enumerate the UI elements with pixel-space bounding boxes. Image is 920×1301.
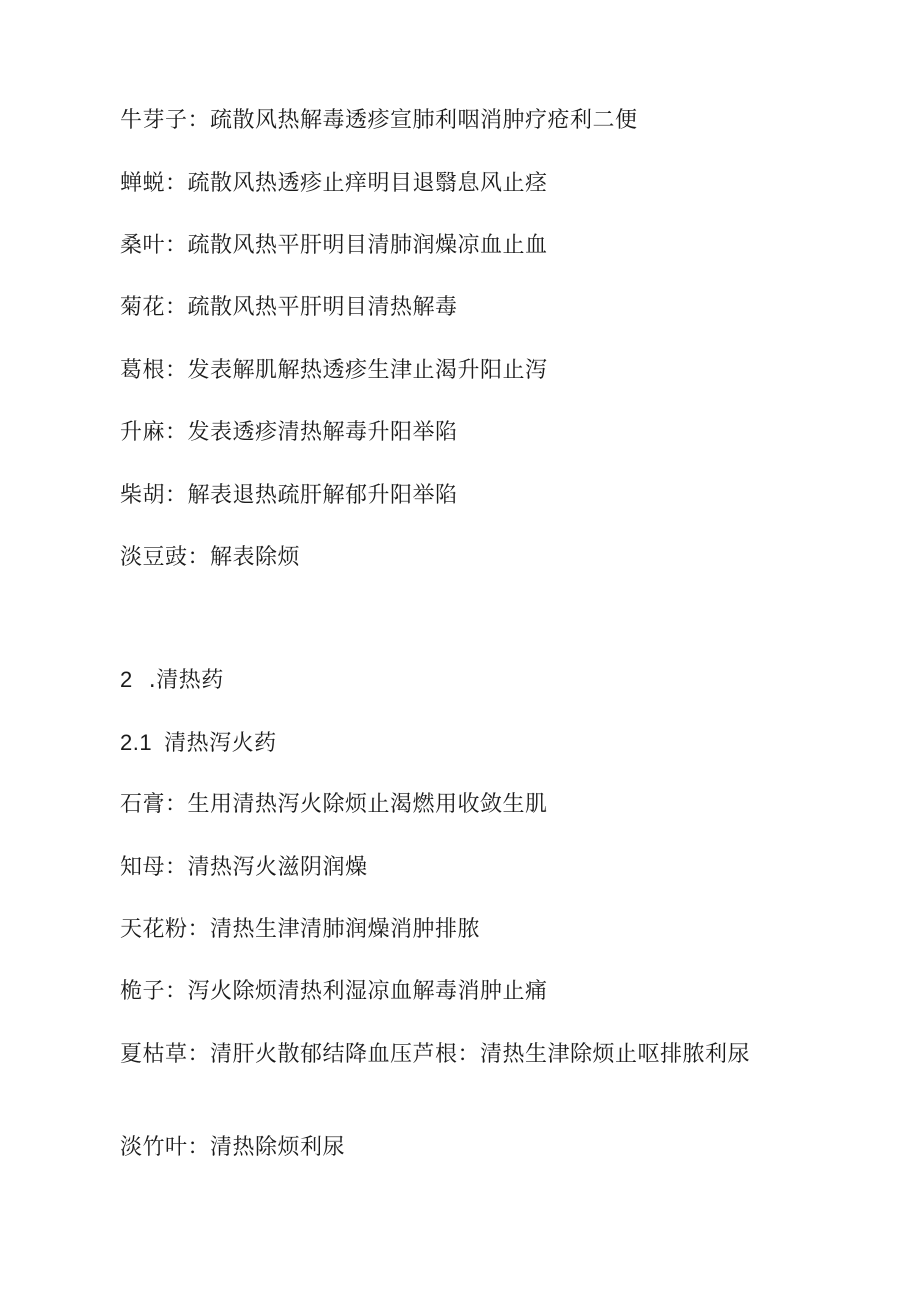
herb-entry-juhua: 菊花：疏散风热平肝明目清热解毒 (120, 295, 458, 320)
herb-entry-xiakucao: 夏枯草：清肝火散郁结降血压芦根：清热生津除烦止呕排脓利尿 (120, 1042, 751, 1067)
herb-entry-dandouchi: 淡豆豉：解表除烦 (120, 545, 301, 570)
herb-entry-gegen: 葛根：发表解肌解热透疹生津止渴升阳止泻 (120, 358, 548, 383)
herb-entry-sangye: 桑叶：疏散风热平肝明目清肺润燥凉血止血 (120, 233, 548, 258)
herb-entry-zhimu: 知母：清热泻火滋阴润燥 (120, 855, 368, 880)
subsection-title: 清热泻火药 (164, 731, 277, 756)
subsection-number: 2.1 (120, 730, 153, 755)
herb-entry-chaihu: 柴胡：解表退热疏肝解郁升阳举陷 (120, 483, 458, 508)
herb-entry-shigao: 石膏：生用清热泻火除烦止渴燃用收敛生肌 (120, 792, 548, 817)
section-heading-2-1 (120, 728, 760, 759)
herb-entry-zhizi: 桅子：泻火除烦清热利湿凉血解毒消肿止痛 (120, 979, 548, 1004)
herb-entry-shengma: 升麻：发表透疹清热解毒升阳举陷 (120, 420, 458, 445)
herb-entry-niuyazi: 牛芽子：疏散风热解毒透疹宣肺利咽消肿疗疮利二便 (120, 108, 638, 133)
section-title: .清热药 (148, 668, 224, 693)
section-heading-2 (120, 665, 760, 696)
herb-entry-danzhuye: 淡竹叶：清热除烦利尿 (120, 1135, 346, 1160)
section-number: 2 (120, 667, 133, 692)
herb-entry-chantui: 蝉蜕：疏散风热透疹止痒明目退翳息风止痉 (120, 171, 548, 196)
herb-entry-tianhuafen: 天花粉：清热生津清肺润燥消肿排脓 (120, 917, 481, 942)
